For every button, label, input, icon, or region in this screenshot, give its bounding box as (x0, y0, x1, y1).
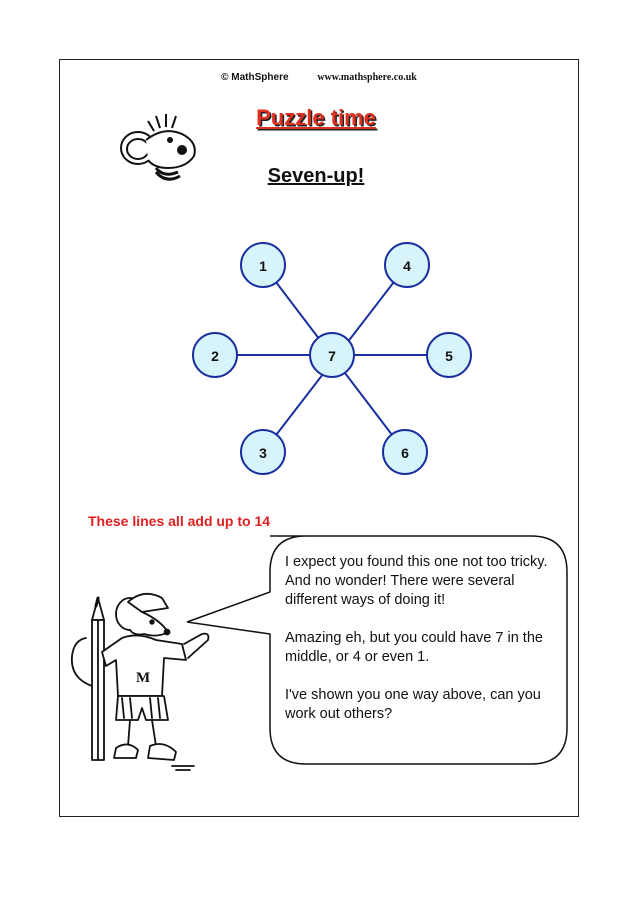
copyright-text: © MathSphere (221, 72, 289, 83)
speech-paragraph-2: Amazing eh, but you could have 7 in the middle, or 4 or even 1. (285, 630, 543, 665)
node-label-bottom-left: 3 (259, 445, 267, 461)
lines-caption: These lines all add up to 14 (88, 513, 271, 529)
node-label-top-left: 1 (259, 258, 267, 274)
mouse-mascot-icon (64, 586, 224, 776)
node-label-bottom-right: 6 (401, 445, 409, 461)
speech-text (285, 553, 555, 743)
puzzle-subtitle: Seven-up! (267, 165, 365, 187)
speech-paragraph-3: I've shown you one way above, can you work out others? (285, 687, 541, 722)
page-title: Puzzle time (256, 105, 376, 130)
node-label-right: 5 (445, 348, 453, 364)
mascot-shirt-letter: M (136, 670, 151, 686)
speech-paragraph-1: I expect you found this one not too tricky. And no wonder! There were several different ways of doing it! (285, 554, 548, 608)
website-url: www.mathsphere.co.uk (317, 72, 417, 83)
node-label-left: 2 (211, 348, 219, 364)
node-label-top-right: 4 (403, 258, 411, 274)
node-label-center: 7 (328, 348, 336, 364)
